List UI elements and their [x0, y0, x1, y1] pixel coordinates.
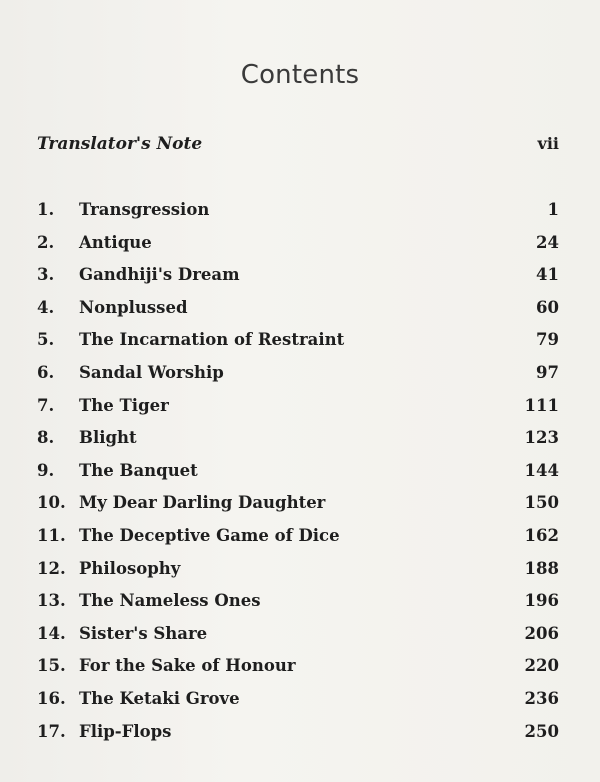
entry-page: 162	[524, 525, 559, 545]
entry-page: 188	[524, 558, 559, 578]
entry-title: The Incarnation of Restraint	[79, 330, 345, 350]
entry-title: The Tiger	[79, 395, 169, 415]
entry-title: The Ketaki Grove	[79, 688, 240, 708]
entry-page: 206	[524, 623, 559, 643]
entry-title: Antique	[79, 232, 152, 252]
entry-number: 11.	[37, 525, 66, 545]
toc-entry	[37, 363, 559, 396]
entry-page: 144	[524, 460, 559, 480]
entry-number: 14.	[37, 623, 66, 643]
entry-title: The Nameless Ones	[79, 591, 261, 611]
entry-number: 6.	[37, 362, 55, 382]
entry-title: Nonplussed	[79, 297, 188, 317]
toc-entry	[37, 200, 559, 233]
entry-number: 5.	[37, 330, 55, 350]
entry-page: 196	[524, 591, 559, 611]
translators-note-label: Translator's Note	[37, 134, 203, 154]
toc-entry	[37, 689, 559, 722]
entry-page: 150	[524, 493, 559, 513]
entry-title: Philosophy	[79, 558, 181, 578]
entry-title: The Deceptive Game of Dice	[79, 525, 340, 545]
entry-number: 8.	[37, 428, 55, 448]
toc-entry	[37, 526, 559, 559]
entry-page: 111	[524, 395, 559, 415]
entry-number: 16.	[37, 688, 66, 708]
toc-entry	[37, 265, 559, 298]
entry-page: 41	[536, 265, 559, 285]
translators-note-entry	[37, 134, 559, 154]
entry-page: 236	[524, 688, 559, 708]
toc-entry	[37, 493, 559, 526]
entry-number: 13.	[37, 591, 66, 611]
entry-page: 24	[536, 232, 559, 252]
entry-title: For the Sake of Honour	[79, 656, 296, 676]
entry-number: 9.	[37, 460, 55, 480]
page-title: Contents	[240, 60, 360, 91]
toc-entry	[37, 656, 559, 689]
entry-page: 123	[524, 428, 559, 448]
entry-title: My Dear Darling Daughter	[79, 493, 326, 513]
translators-note-page: vii	[537, 134, 559, 153]
entry-number: 2.	[37, 232, 55, 252]
entry-page: 220	[524, 656, 559, 676]
entry-title: Gandhiji's Dream	[79, 265, 240, 285]
entry-title: Sandal Worship	[79, 362, 224, 382]
toc-entry	[37, 722, 559, 755]
toc-entry	[37, 428, 559, 461]
entry-number: 12.	[37, 558, 66, 578]
entry-page: 79	[536, 330, 559, 350]
entry-title: The Banquet	[79, 460, 198, 480]
entry-number: 17.	[37, 721, 66, 741]
entry-page: 250	[524, 721, 559, 741]
entry-title: Sister's Share	[79, 623, 208, 643]
toc-entry	[37, 461, 559, 494]
entry-number: 1.	[37, 200, 55, 219]
toc-entry	[37, 330, 559, 363]
entry-number: 7.	[37, 395, 55, 415]
toc-entry	[37, 591, 559, 624]
entry-number: 4.	[37, 297, 55, 317]
entry-number: 10.	[37, 493, 66, 513]
toc-entry	[37, 559, 559, 592]
entry-number: 15.	[37, 656, 66, 676]
table-of-contents	[37, 200, 559, 754]
entry-page: 60	[536, 297, 559, 317]
entry-number: 3.	[37, 265, 55, 285]
toc-entry	[37, 233, 559, 266]
entry-page: 97	[536, 362, 559, 382]
entry-title: Transgression	[79, 200, 210, 219]
entry-title: Blight	[79, 428, 137, 448]
entry-page: 1	[547, 200, 559, 219]
toc-entry	[37, 298, 559, 331]
toc-entry	[37, 624, 559, 657]
toc-entry	[37, 396, 559, 429]
entry-title: Flip-Flops	[79, 721, 172, 741]
